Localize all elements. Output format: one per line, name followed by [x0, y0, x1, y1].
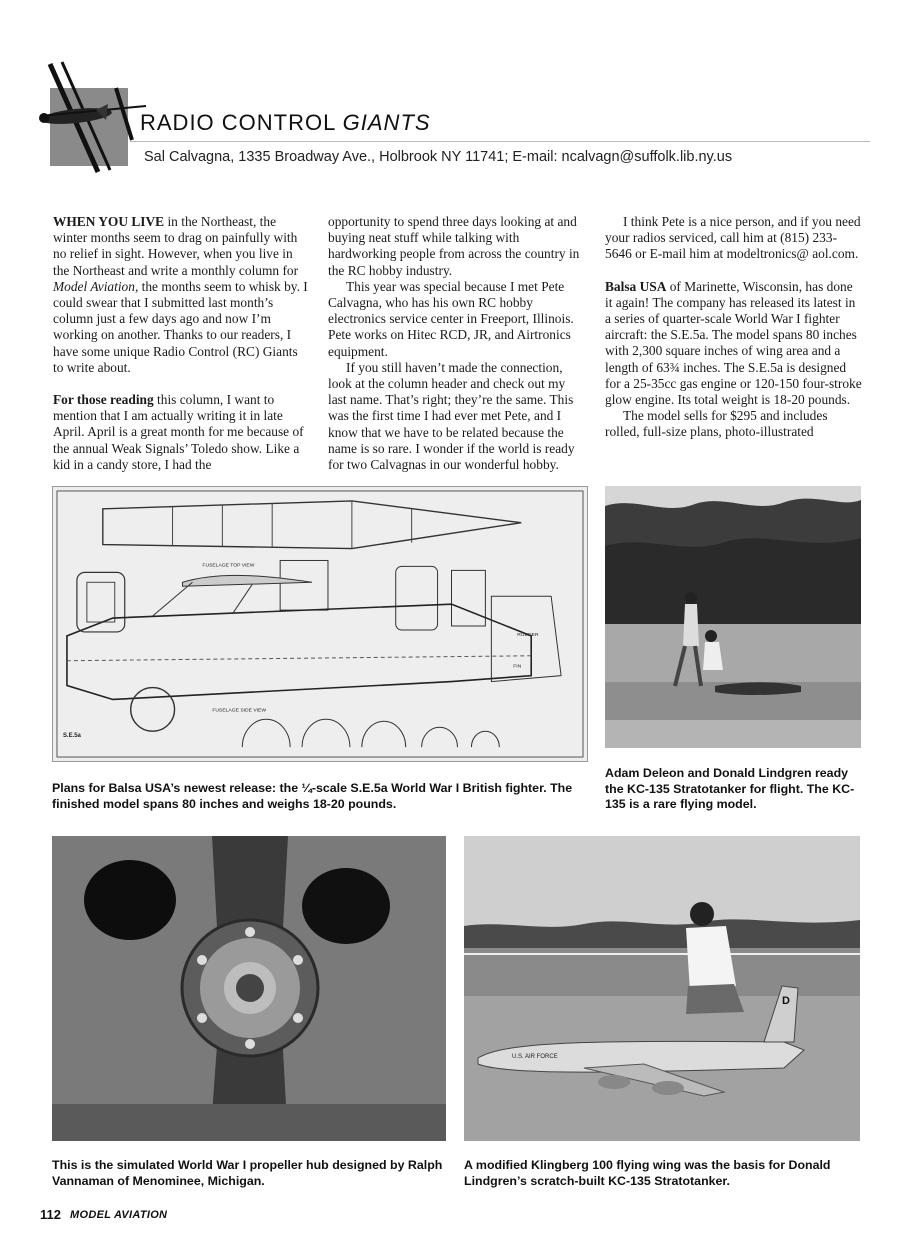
kc135-model-photo — [464, 836, 860, 1141]
propeller-hub-photo — [52, 836, 446, 1141]
caption-plans: Plans for Balsa USA’s newest release: the ¼-scale S.E.5a World War I British fighter. The finished model spans 80 inches and weighs 18-20 pounds. — [52, 781, 573, 811]
text-column-2 — [328, 214, 586, 473]
airfield-image — [605, 486, 861, 748]
plans-logo-label: S.E.5a — [62, 733, 81, 740]
author-byline: Sal Calvagna, 1335 Broadway Ave., Holbrook NY 11741; E-mail: ncalvagn@suffolk.lib.ny.us — [144, 149, 733, 165]
paragraph: If you still haven’t made the connection, look at the column header and check out my last name. That’s right; they’re the same. This was the first time I had ever met Pete, and I know that we have to be related because the name is so rare. I wonder if the world is ready for two Calvagnas in our wonderful hobby. — [328, 359, 575, 473]
airfield-photo — [605, 486, 861, 748]
plans-label-rudder: RUDDER — [517, 632, 539, 638]
paragraph: I think Pete is a nice person, and if you need your radios serviced, call him at (815) 233-5646 or E-mail him at modeltronics@ aol.com. — [605, 214, 861, 262]
plans-label-top: FUSELAGE TOP VIEW — [202, 563, 255, 569]
biplane-logo-icon — [36, 60, 156, 180]
plans-label-fin: FIN — [513, 664, 522, 670]
text-column-1 — [53, 214, 311, 473]
paragraph: For those reading this column, I want to mention that I am actually writing it in late April. April is a great month for me because of the annual Weak Signals’ Toledo show. Like a kid in a candy store, I had the — [53, 392, 304, 472]
plans-photo — [52, 486, 588, 762]
caption-airfield: Adam Deleon and Donald Lindgren ready the KC-135 Stratotanker for flight. The KC-135 is a rare flying model. — [605, 766, 855, 811]
header-rule — [130, 141, 870, 142]
tanker-marking: U.S. AIR FORCE — [512, 1054, 558, 1060]
paragraph: Balsa USA of Marinette, Wisconsin, has done it again! The company has released its latest in a series of quarter-scale World War I fighter aircraft: the S.E.5a. The model spans 80 inches with 2,300 square inches of wing area and a length of 63¾ inches. The S.E.5a is designed for a 25-35cc gas engine or 120-150 four-stroke glow engine. Its total weight is 18-20 pounds. — [605, 278, 862, 408]
caption-tanker: A modified Klingberg 100 flying wing was the basis for Donald Lindgren’s scratch-built KC-135 Stratotanker. — [464, 1158, 831, 1188]
plans-drawing — [53, 487, 587, 761]
magazine-name: MODEL AVIATION — [70, 1209, 168, 1221]
paragraph: opportunity to spend three days looking at and buying neat stuff while talking with hardworking people from across the country in the RC hobby industry. — [328, 214, 580, 278]
caption-propeller: This is the simulated World War I propeller hub designed by Ralph Vannaman of Menominee, Michigan. — [52, 1158, 443, 1188]
column-title: RADIO CONTROL GIANTS — [140, 110, 431, 135]
paragraph: The model sells for $295 and includes rolled, full-size plans, photo-illustrated — [605, 408, 828, 440]
kc135-image — [464, 836, 860, 1141]
plans-label-side: FUSELAGE SIDE VIEW — [212, 708, 267, 714]
text-column-3 — [605, 214, 863, 441]
paragraph: WHEN YOU LIVE in the Northeast, the winter months seem to drag on painfully with no relief in sight. However, when you live in the Northeast and write a monthly column for Model Aviation, the months seem to whisk by. I could swear that I submitted last month’s column just a few days ago and now I’m working on another. Thanks to our readers, I have some unique Radio Control (RC) Giants to write about. — [53, 214, 308, 375]
propeller-image — [52, 836, 446, 1141]
page-number: 112 — [40, 1207, 61, 1222]
tanker-tail-letter: D — [782, 995, 790, 1007]
paragraph: This year was special because I met Pete Calvagna, who has his own RC hobby electronics service center in Freeport, Illinois. Pete works on Hitec RCD, JR, and Airtronics equipment. — [328, 278, 574, 359]
